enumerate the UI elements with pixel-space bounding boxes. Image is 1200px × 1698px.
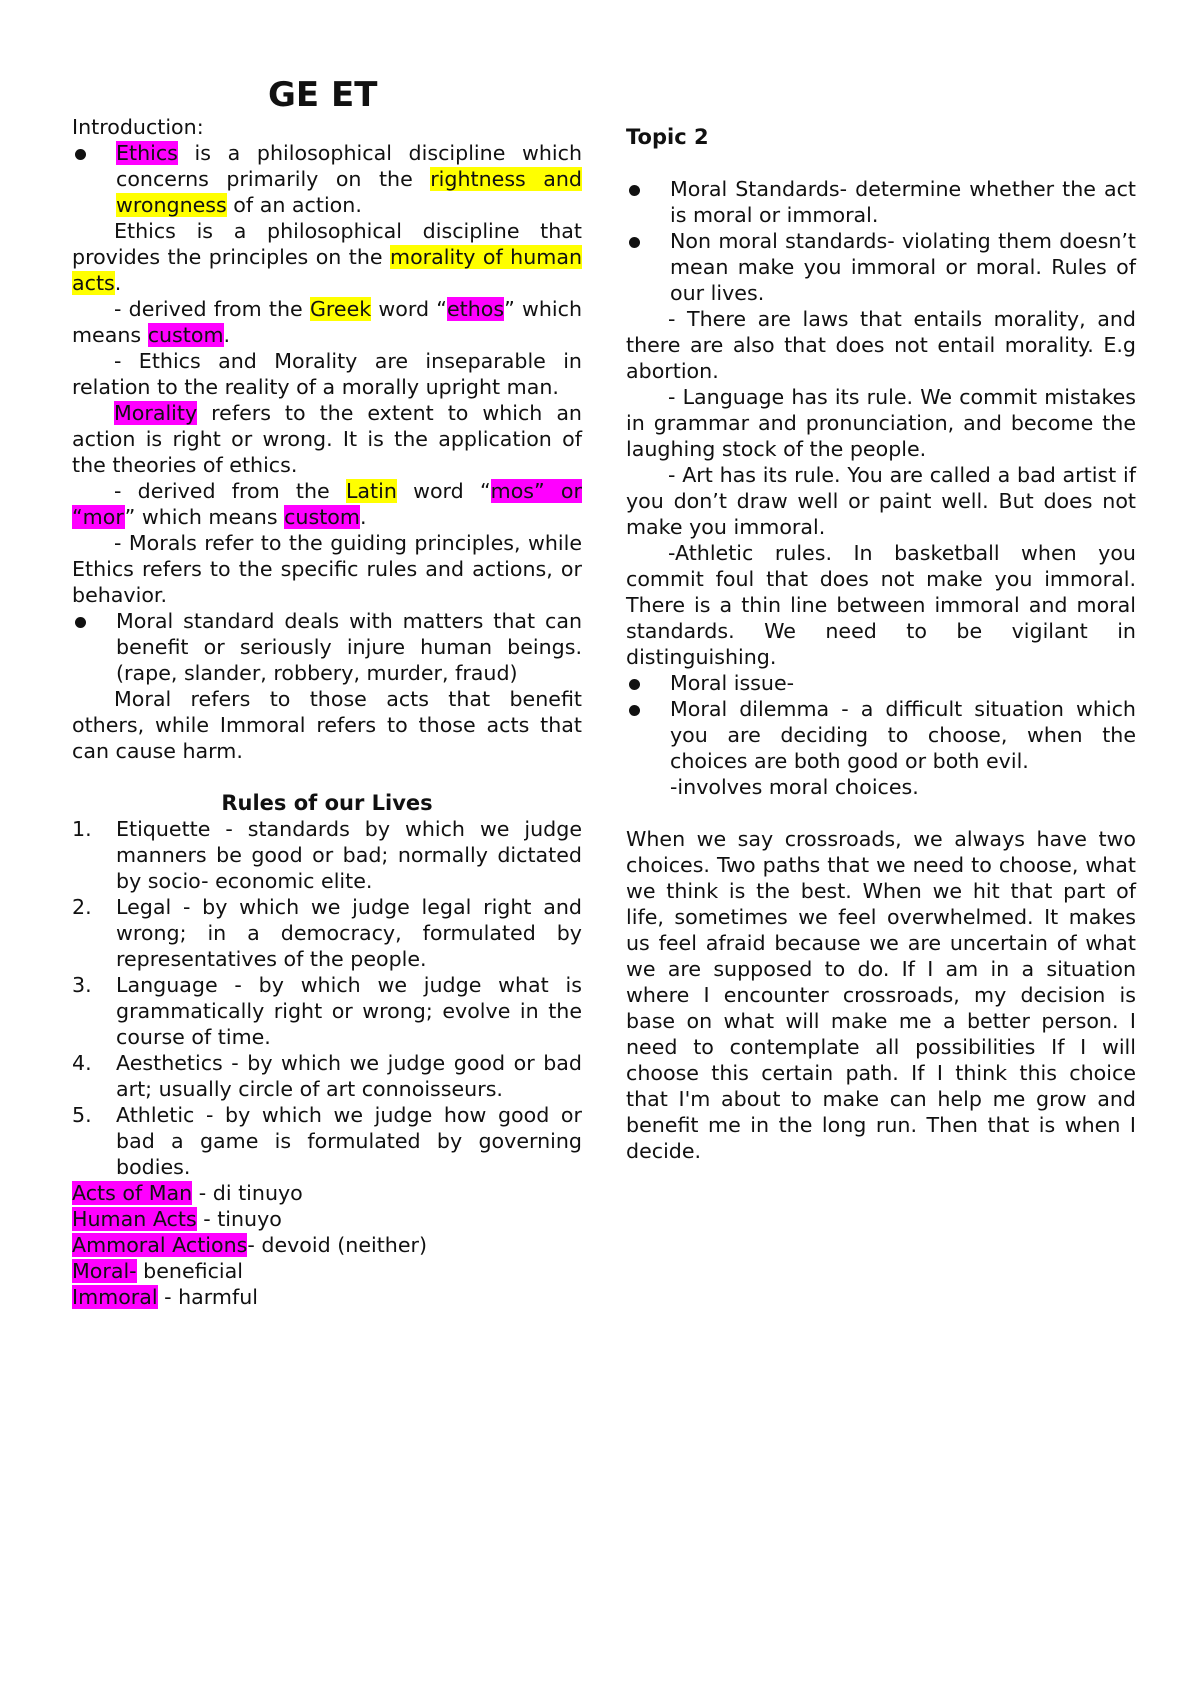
moral-issue-bullet: Moral issue- bbox=[626, 670, 1136, 696]
text: of an action. bbox=[226, 193, 362, 217]
rule-item bbox=[72, 816, 582, 894]
text: refers to the extent to which an action is right or wrong. It is the application of the theories of ethics. bbox=[72, 401, 582, 477]
moral-dilemma-bullet: Moral dilemma - a difficult situation which you are deciding to choose, when the choices are both good or both evil. bbox=[626, 696, 1136, 774]
moral-refers-line: Moral refers to those acts that benefit others, while Immoral refers to those acts that can cause harm. bbox=[72, 687, 582, 763]
rule-item bbox=[72, 1102, 582, 1180]
inseparable-line: - Ethics and Morality are inseparable in relation to the reality of a morally upright man. bbox=[72, 349, 582, 399]
moral-choices-line: -involves moral choices. bbox=[670, 775, 919, 799]
rule-number: 3. bbox=[72, 973, 92, 997]
right-column bbox=[626, 124, 1136, 1164]
rule-text: Aesthetics - by which we judge good or bad art; usually circle of art connoisseurs. bbox=[116, 1051, 582, 1101]
term-item bbox=[72, 1258, 582, 1284]
highlight-morality-human-acts: morality of human acts bbox=[72, 245, 583, 295]
highlight-latin: Latin bbox=[345, 479, 397, 503]
moral-standard-bullet: Moral standard deals with matters that can benefit or seriously injure human beings. (rape, slander, robbery, murder, fraud) bbox=[72, 608, 582, 686]
highlight-custom: custom bbox=[284, 505, 360, 529]
rule-text: Etiquette - standards by which we judge manners be good or bad; normally dictated by socio- economic elite. bbox=[116, 817, 582, 893]
non-moral-standards-bullet: Non moral standards- violating them doesn’t mean make you immoral or moral. Rules of our lives. bbox=[626, 228, 1136, 306]
text: . bbox=[223, 323, 231, 347]
text: - derived from the bbox=[114, 297, 310, 321]
term-item bbox=[72, 1284, 582, 1310]
text: is a philosophical discipline which concerns primarily on the bbox=[116, 141, 582, 191]
mos-line bbox=[72, 478, 582, 530]
ethics-definition bbox=[72, 218, 582, 296]
rule-number: 2. bbox=[72, 895, 92, 919]
rule-item bbox=[72, 972, 582, 1050]
laws-line: - There are laws that entails morality, and there are also that does not entail morality. E.g abortion. bbox=[626, 307, 1136, 383]
page-title: GE ET bbox=[268, 75, 378, 115]
rule-item bbox=[72, 894, 582, 972]
term-meaning: - harmful bbox=[157, 1285, 258, 1309]
intro-label: Introduction: bbox=[72, 115, 204, 139]
term-highlight: Immoral bbox=[72, 1285, 158, 1309]
text: Ethics is a philosophical discipline that provides the principles on the bbox=[72, 219, 582, 269]
text: . bbox=[359, 505, 367, 529]
term-meaning: - devoid (neither) bbox=[247, 1233, 428, 1257]
text: . bbox=[114, 271, 122, 295]
topic-heading: Topic 2 bbox=[626, 125, 709, 149]
athletic-line: -Athletic rules. In basketball when you commit foul that does not make you immoral. There is a thin line between immoral and moral standards. We need to be vigilant in distinguishing. bbox=[626, 541, 1136, 669]
morality-definition bbox=[72, 400, 582, 478]
highlight-ethos: ethos bbox=[446, 297, 505, 321]
text: - derived from the bbox=[114, 479, 346, 503]
rules-heading: Rules of our Lives bbox=[221, 791, 433, 815]
spacer bbox=[626, 150, 1136, 176]
term-meaning: - di tinuyo bbox=[192, 1181, 303, 1205]
spacer bbox=[626, 800, 1136, 826]
ethics-bullet bbox=[72, 140, 582, 218]
term-meaning: beneficial bbox=[136, 1259, 243, 1283]
rule-number: 4. bbox=[72, 1051, 92, 1075]
terms-list bbox=[72, 1180, 582, 1310]
text: ” which means bbox=[72, 297, 583, 347]
ethos-line bbox=[72, 296, 582, 348]
rule-number: 1. bbox=[72, 817, 92, 841]
term-highlight: Acts of Man bbox=[72, 1181, 193, 1205]
highlight-ethics: Ethics bbox=[116, 141, 178, 165]
term-item bbox=[72, 1206, 582, 1232]
crossroads-paragraph: When we say crossroads, we always have two choices. Two paths that we need to choose, what we think is the best. When we hit that part of life, sometimes we feel overwhelmed. It makes us feel afraid because we are uncertain of what we are supposed to do. If I am in a situation where I encounter crossroads, my decision is base on what will make me a better person. I need to contemplate all possibilities If I will choose this certain path. If I think this choice that I'm about to make can help me grow and benefit me in the long run. Then that is when I decide. bbox=[626, 827, 1136, 1163]
language-line: - Language has its rule. We commit mistakes in grammar and pronunciation, and become the laughing stock of the people. bbox=[626, 385, 1136, 461]
term-item bbox=[72, 1180, 582, 1206]
term-highlight: Moral- bbox=[72, 1259, 137, 1283]
moral-standards-bullet: Moral Standards- determine whether the act is moral or immoral. bbox=[626, 176, 1136, 228]
text: word “ bbox=[396, 479, 491, 503]
term-meaning: - tinuyo bbox=[196, 1207, 282, 1231]
text: ” which means bbox=[124, 505, 285, 529]
term-highlight: Ammoral Actions bbox=[72, 1233, 248, 1257]
term-highlight: Human Acts bbox=[72, 1207, 197, 1231]
rules-list bbox=[72, 816, 582, 1180]
text: word “ bbox=[371, 297, 447, 321]
morals-refer-line: - Morals refer to the guiding principles, while Ethics refers to the specific rules and actions, or behavior. bbox=[72, 531, 582, 607]
term-item bbox=[72, 1232, 582, 1258]
left-column bbox=[72, 114, 582, 1310]
rule-item bbox=[72, 1050, 582, 1102]
highlight-custom: custom bbox=[147, 323, 224, 347]
rule-number: 5. bbox=[72, 1103, 92, 1127]
highlight-rightness: rightness and wrongness bbox=[116, 167, 582, 217]
rule-text: Athletic - by which we judge how good or bad a game is formulated by governing bodies. bbox=[116, 1103, 582, 1179]
rule-text: Language - by which we judge what is grammatically right or wrong; evolve in the course of time. bbox=[116, 973, 582, 1049]
highlight-mos-mor: mos” or “mor bbox=[72, 479, 582, 529]
rule-text: Legal - by which we judge legal right and wrong; in a democracy, formulated by representatives of the people. bbox=[116, 895, 582, 971]
highlight-morality: Morality bbox=[114, 401, 198, 425]
art-line: - Art has its rule. You are called a bad artist if you don’t draw well or paint well. But does not make you immoral. bbox=[626, 463, 1136, 539]
highlight-greek: Greek bbox=[309, 297, 372, 321]
